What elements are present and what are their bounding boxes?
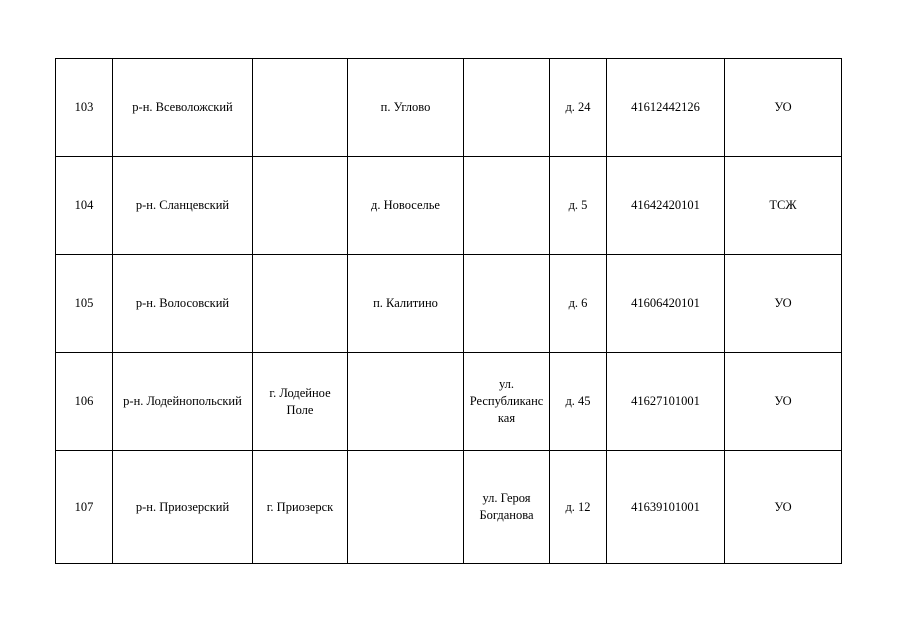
district-cell: р-н. Сланцевский: [113, 157, 253, 255]
house-cell: д. 6: [550, 255, 607, 353]
street-line: Богданова: [479, 508, 534, 522]
table-row: [56, 157, 842, 255]
street-cell: [464, 59, 550, 157]
street-line: кая: [497, 411, 516, 425]
city-cell: [253, 59, 348, 157]
code-cell: 41642420101: [607, 157, 725, 255]
table-row: [56, 451, 842, 564]
district-cell: р-н. Лодейнопольский: [113, 353, 253, 451]
management-cell: УО: [725, 353, 842, 451]
management-cell: УО: [725, 451, 842, 564]
street-line: ул. Героя: [482, 491, 531, 505]
city-line: г. Приозерск: [266, 499, 334, 514]
city-cell: [253, 157, 348, 255]
settlement-cell: д. Новоселье: [348, 157, 464, 255]
row-number-cell: 106: [56, 353, 113, 451]
street-line: ул.: [498, 377, 515, 391]
table-row: [56, 353, 842, 451]
code-cell: 41606420101: [607, 255, 725, 353]
table-body: [56, 59, 842, 564]
district-cell: р-н. Всеволожский: [113, 59, 253, 157]
row-number-cell: 105: [56, 255, 113, 353]
table-row: [56, 59, 842, 157]
management-cell: ТСЖ: [725, 157, 842, 255]
city-line: Поле: [286, 402, 314, 417]
management-cell: УО: [725, 59, 842, 157]
street-line: Республиканс: [469, 394, 544, 408]
table-row: [56, 255, 842, 353]
city-cell: [253, 255, 348, 353]
settlement-cell: [348, 353, 464, 451]
management-cell: УО: [725, 255, 842, 353]
house-cell: д. 5: [550, 157, 607, 255]
row-number-cell: 104: [56, 157, 113, 255]
street-cell: [464, 451, 550, 564]
settlement-cell: п. Калитино: [348, 255, 464, 353]
row-number-cell: 107: [56, 451, 113, 564]
house-cell: д. 45: [550, 353, 607, 451]
row-number-cell: 103: [56, 59, 113, 157]
city-line: г. Лодейное: [269, 385, 331, 400]
settlement-cell: п. Углово: [348, 59, 464, 157]
code-cell: 41612442126: [607, 59, 725, 157]
district-cell: р-н. Приозерский: [113, 451, 253, 564]
street-cell: [464, 353, 550, 451]
house-cell: д. 24: [550, 59, 607, 157]
settlement-cell: [348, 451, 464, 564]
housing-register-table: [55, 58, 842, 564]
street-cell: [464, 255, 550, 353]
city-cell: [253, 353, 348, 451]
code-cell: 41627101001: [607, 353, 725, 451]
code-cell: 41639101001: [607, 451, 725, 564]
city-cell: [253, 451, 348, 564]
street-cell: [464, 157, 550, 255]
house-cell: д. 12: [550, 451, 607, 564]
district-cell: р-н. Волосовский: [113, 255, 253, 353]
